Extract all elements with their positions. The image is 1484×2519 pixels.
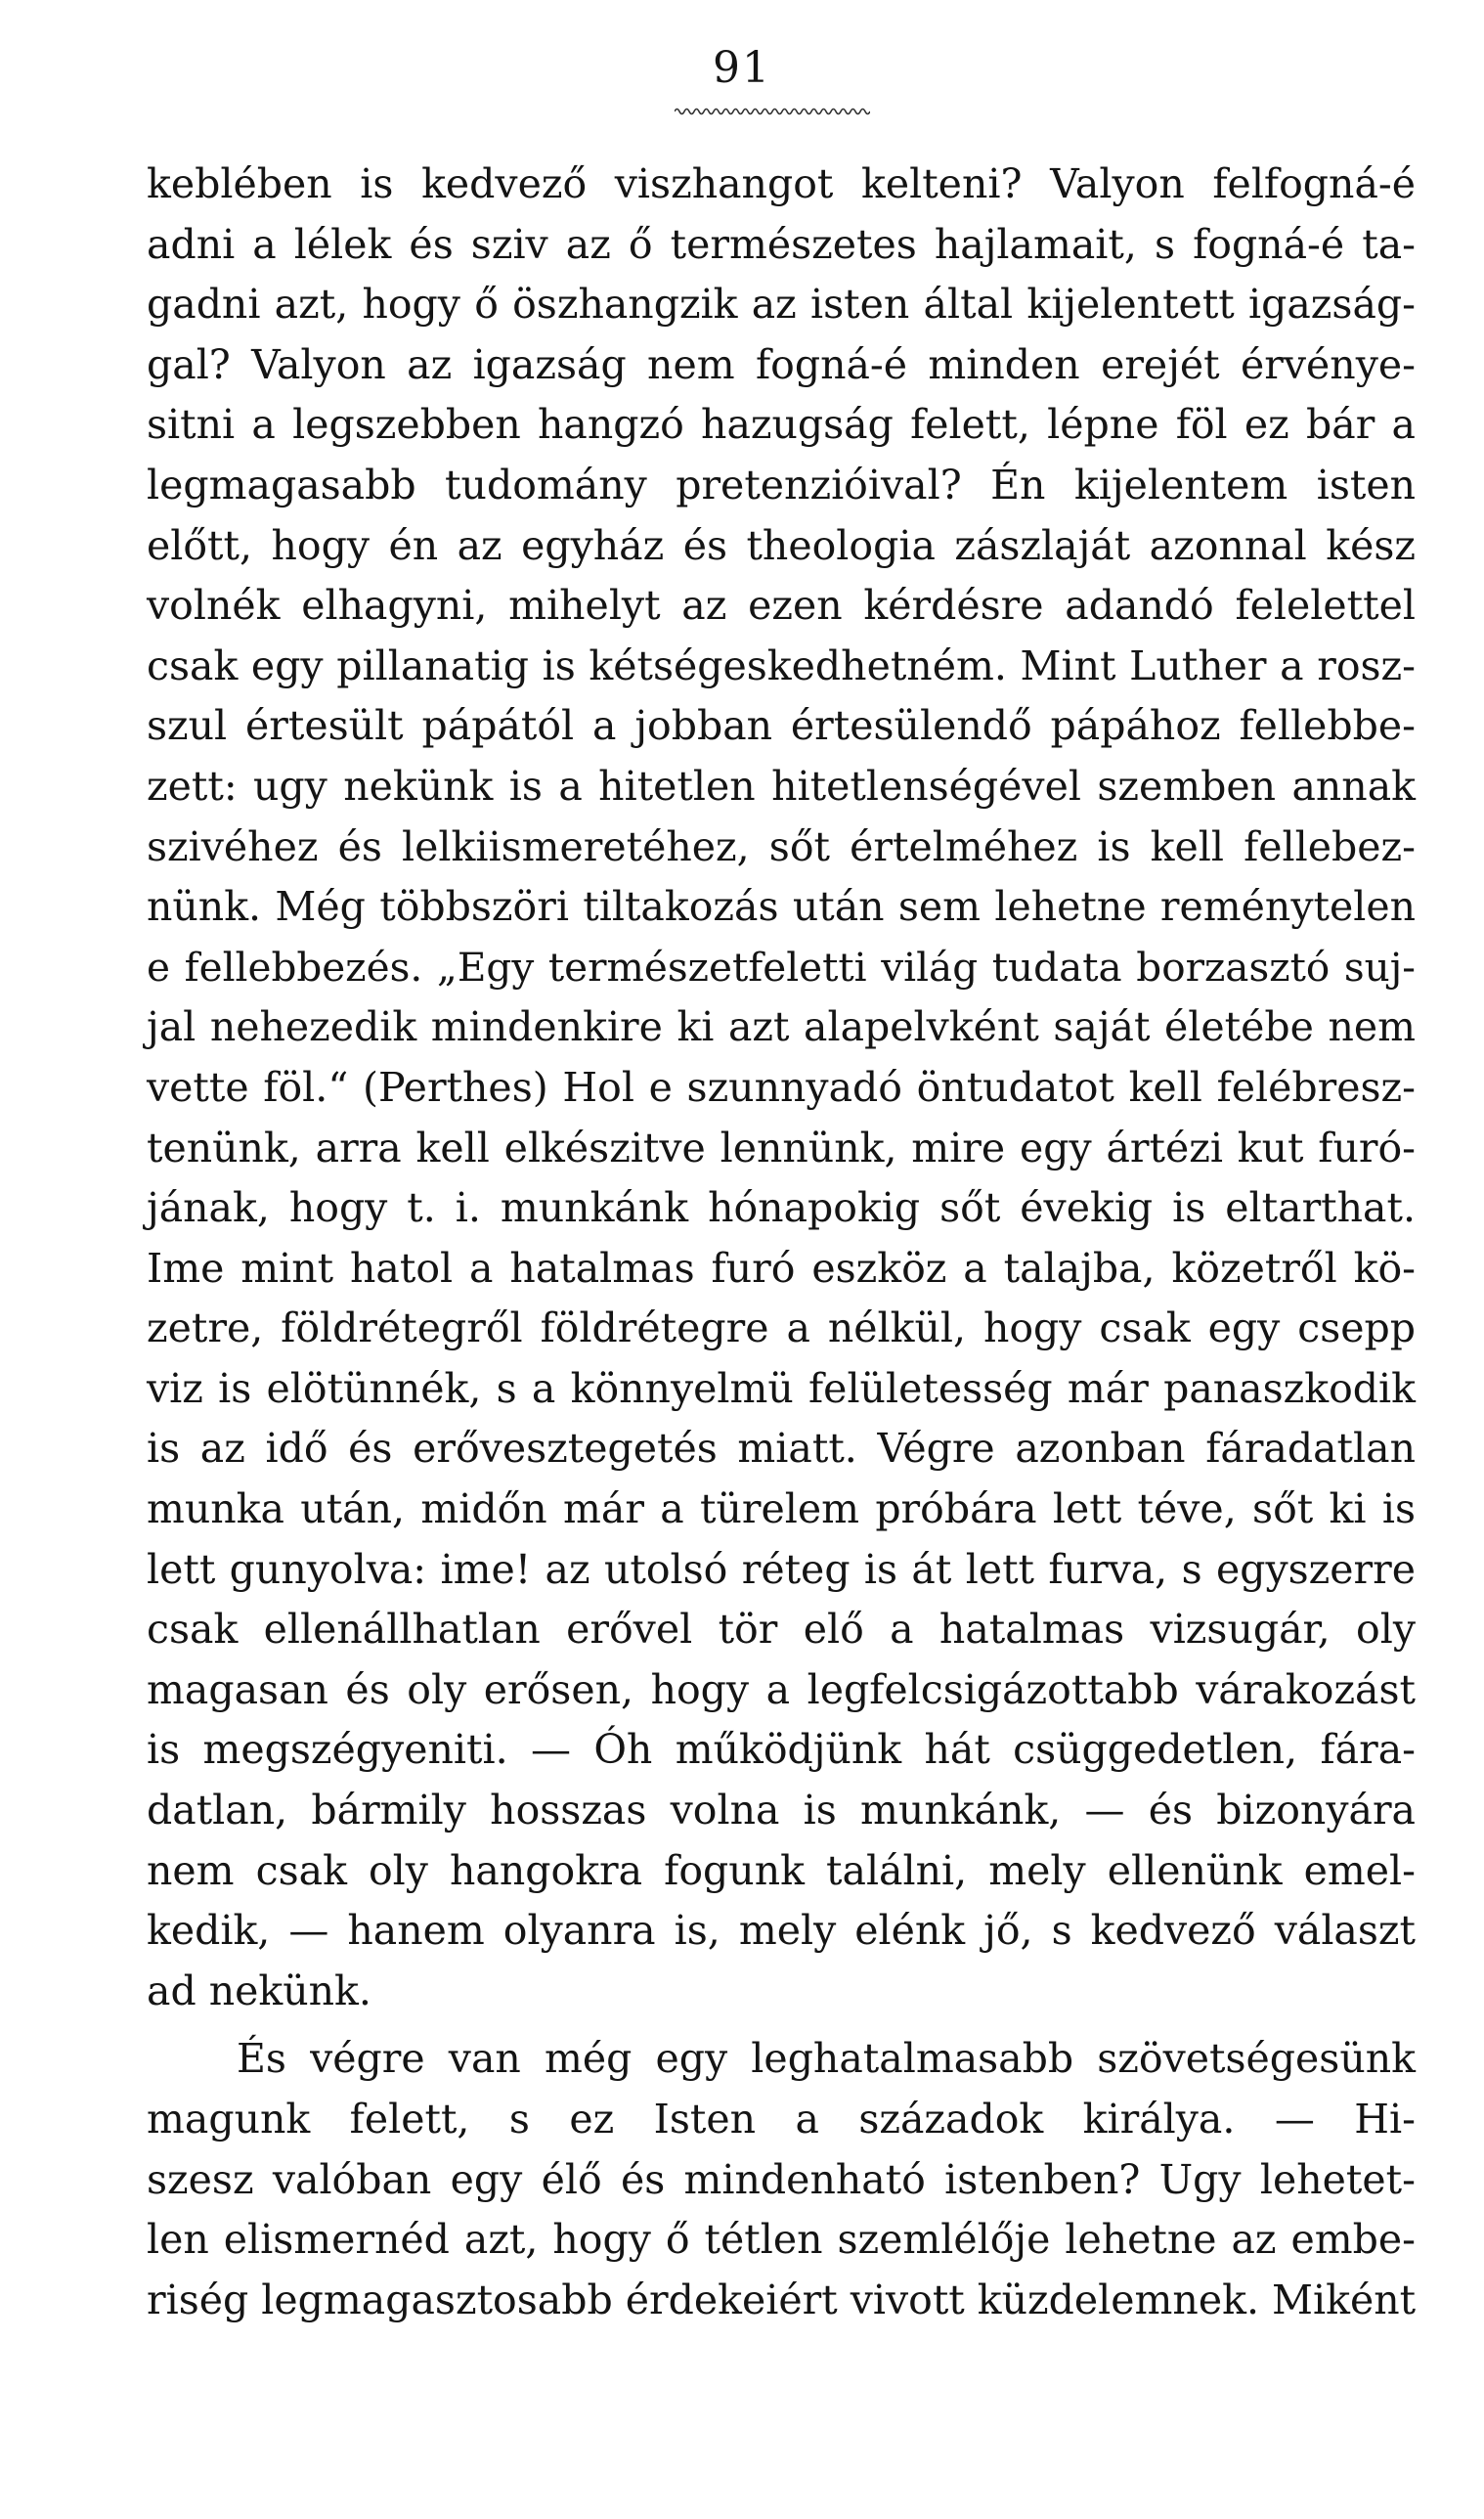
text-line: adni a lélek és sziv az ő természetes hajlamait, s fogná-é ta- — [147, 220, 1416, 268]
text-line: jal nehezedik mindenkire ki azt alapelvként saját életébe nem — [147, 1003, 1416, 1051]
wavy-rule-ornament — [675, 106, 870, 117]
text-line: nünk. Még többszöri tiltakozás után sem lehetne reménytelen — [147, 883, 1416, 931]
text-line: e fellebbezés. „Egy természetfeletti világ tudata borzasztó suj- — [147, 943, 1416, 991]
text-line: szivéhez és lelkiismeretéhez, sőt értelméhez is kell fellebez- — [147, 822, 1416, 870]
text-line: is megszégyeniti. — Óh működjünk hát csüggedetlen, fára- — [147, 1726, 1416, 1774]
text-line: datlan, bármily hosszas volna is munkánk, — és bizonyára — [147, 1787, 1416, 1834]
text-line: zett: ugy nekünk is a hitetlen hitetlenségével szemben annak — [147, 762, 1416, 810]
text-line: jának, hogy t. i. munkánk hónapokig sőt évekig is eltarthat. — [147, 1184, 1416, 1232]
text-line: ad nekünk. — [147, 1967, 371, 2014]
text-line: És végre van még egy leghatalmasabb szövetségesünk — [237, 2035, 1416, 2083]
text-line: keblében is kedvező viszhangot kelteni? Valyon felfogná-é — [147, 160, 1416, 207]
text-line: szul értesült pápától a jobban értesülendő pápához fellebbe- — [147, 702, 1416, 750]
text-line: magasan és oly erősen, hogy a legfelcsigázottabb várakozást — [147, 1665, 1416, 1713]
paragraph-1 — [147, 155, 1416, 2021]
text-line: len elismernéd azt, hogy ő tétlen szemlélője lehetne az embe- — [147, 2216, 1416, 2264]
text-line: magunk felett, s ez Isten a századok királya. — Hi- — [147, 2096, 1416, 2143]
text-line: lett gunyolva: ime! az utolsó réteg is át lett furva, s egyszerre — [147, 1545, 1416, 1593]
paragraph-2 — [147, 2029, 1416, 2330]
text-line: legmagasabb tudomány pretenzióival? Én kijelentem isten — [147, 461, 1416, 508]
text-line: is az idő és erővesztegetés miatt. Végre azonban fáradatlan — [147, 1425, 1416, 1473]
text-line: tenünk, arra kell elkészitve lennünk, mire egy ártézi kut furó- — [147, 1124, 1416, 1171]
page-number: 91 — [713, 43, 771, 93]
text-line: munka után, midőn már a türelem próbára lett téve, sőt ki is — [147, 1485, 1416, 1533]
text-line: sitni a legszebben hangzó hazugság felett, lépne föl ez bár a — [147, 401, 1416, 449]
text-line: gadni azt, hogy ő öszhangzik az isten által kijelentett igazság- — [147, 281, 1416, 329]
text-line: riség legmagasztosabb érdekeiért vivott küzdelemnek. Miként — [147, 2276, 1417, 2323]
text-line: csak egy pillanatig is kétségeskedhetném. Mint Luther a rosz- — [147, 641, 1416, 689]
text-line: vette föl.“ (Perthes) Hol e szunnyadó öntudatot kell felébresz- — [147, 1063, 1416, 1111]
text-line: kedik, — hanem olyanra is, mely elénk jő, s kedvező választ — [147, 1907, 1416, 1955]
text-line: gal? Valyon az igazság nem fogná-é minden erejét érvénye- — [147, 340, 1416, 388]
text-line: zetre, földrétegről földrétegre a nélkül, hogy csak egy csepp — [147, 1304, 1416, 1352]
text-line: viz is elötünnék, s a könnyelmü felületesség már panaszkodik — [147, 1364, 1416, 1412]
text-line: előtt, hogy én az egyház és theologia zászlaját azonnal kész — [147, 521, 1416, 569]
body-text — [147, 155, 1416, 2330]
text-line: csak ellenállhatlan erővel tör elő a hatalmas vizsugár, oly — [147, 1606, 1416, 1654]
text-line: Ime mint hatol a hatalmas furó eszköz a talajba, közetről kö- — [147, 1244, 1416, 1292]
text-line: szesz valóban egy élő és mindenható istenben? Ugy lehetet- — [147, 2155, 1416, 2203]
text-line: volnék elhagyni, mihelyt az ezen kérdésre adandó felelettel — [147, 582, 1416, 630]
text-line: nem csak oly hangokra fogunk találni, mely ellenünk emel- — [147, 1846, 1416, 1894]
paragraph-gap — [147, 2021, 1416, 2029]
